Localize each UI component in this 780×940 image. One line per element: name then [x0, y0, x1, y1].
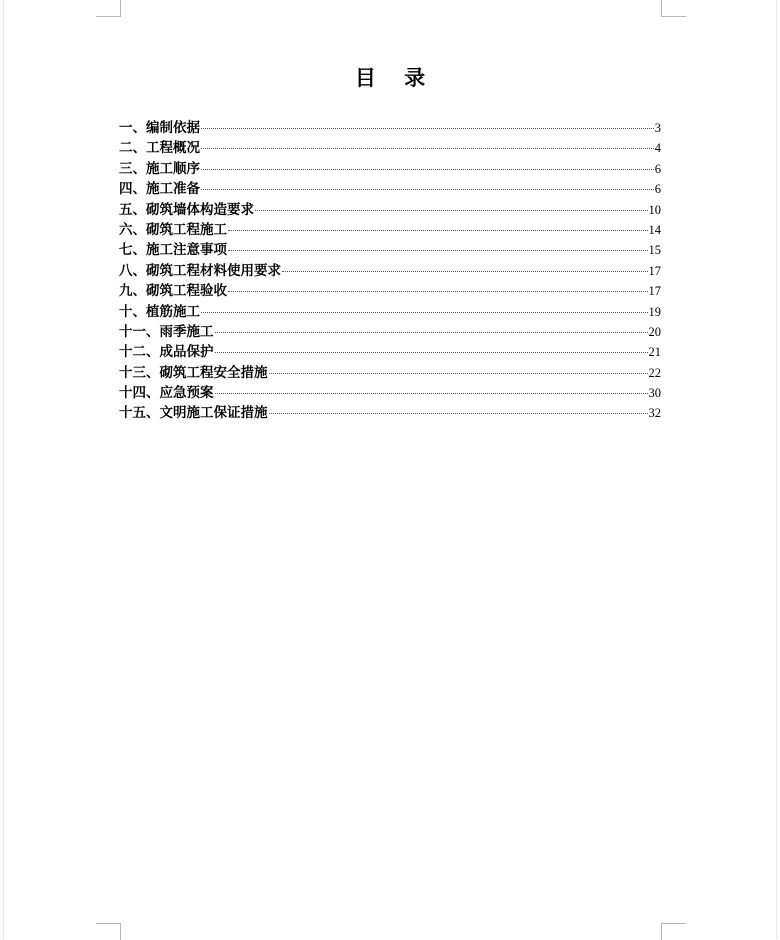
toc-entry-6[interactable] — [119, 220, 661, 240]
toc-dot-leader — [215, 331, 648, 333]
toc-page-number: 3 — [654, 121, 661, 135]
toc-page-number: 4 — [654, 141, 661, 156]
toc-page-number: 20 — [648, 324, 661, 339]
toc-entry-label: 一、编制依据 — [119, 120, 200, 136]
toc-entry-4[interactable] — [119, 179, 661, 199]
toc-entry-15[interactable] — [119, 403, 661, 423]
crop-mark-bottom-left — [96, 923, 121, 940]
toc-entry-label: 九、砌筑工程验收 — [119, 283, 227, 300]
table-of-contents — [119, 118, 661, 424]
toc-entry-12[interactable] — [119, 342, 661, 362]
toc-dot-leader — [228, 249, 648, 251]
toc-entry-label: 十二、成品保护 — [119, 344, 214, 361]
toc-dot-leader — [215, 351, 648, 353]
toc-page-number: 21 — [648, 345, 661, 360]
toc-entry-5[interactable] — [119, 200, 661, 220]
toc-dot-leader — [201, 188, 654, 190]
toc-dot-leader — [269, 412, 648, 414]
toc-page-number: 14 — [648, 222, 661, 237]
toc-entry-label: 三、施工顺序 — [119, 160, 200, 177]
toc-page-number: 32 — [648, 406, 661, 421]
toc-entry-label: 五、砌筑墙体构造要求 — [119, 201, 254, 218]
toc-entry-label: 六、砌筑工程施工 — [119, 221, 227, 238]
toc-entry-14[interactable] — [119, 383, 661, 403]
toc-dot-leader — [201, 127, 654, 129]
toc-dot-leader — [269, 372, 648, 374]
toc-entry-label: 十三、砌筑工程安全措施 — [119, 364, 268, 381]
toc-dot-leader — [228, 229, 648, 231]
page-edge — [3, 0, 4, 939]
toc-dot-leader — [255, 209, 648, 211]
toc-entry-10[interactable] — [119, 302, 661, 322]
toc-entry-3[interactable] — [119, 159, 661, 179]
toc-entry-label: 四、施工准备 — [119, 181, 200, 198]
toc-entry-label: 十五、文明施工保证措施 — [119, 405, 268, 422]
toc-page-number: 30 — [648, 386, 661, 401]
crop-mark-top-right — [661, 0, 686, 17]
toc-entry-2[interactable] — [119, 138, 661, 158]
toc-page-number: 6 — [654, 161, 661, 176]
toc-dot-leader — [201, 168, 654, 170]
toc-page-number: 19 — [648, 304, 661, 319]
toc-page-number: 15 — [648, 243, 661, 258]
toc-entry-label: 十一、雨季施工 — [119, 323, 214, 340]
toc-entry-label: 十四、应急预案 — [119, 385, 214, 402]
toc-entry-label: 十、植筋施工 — [119, 303, 200, 320]
toc-dot-leader — [215, 392, 648, 394]
toc-dot-leader — [228, 290, 648, 292]
toc-dot-leader — [282, 270, 648, 272]
toc-entry-label: 二、工程概况 — [119, 140, 200, 157]
toc-page-number: 17 — [648, 263, 661, 278]
toc-entry-8[interactable] — [119, 261, 661, 281]
toc-page-number: 17 — [648, 284, 661, 299]
toc-dot-leader — [201, 147, 654, 149]
toc-page-number: 22 — [648, 365, 661, 380]
crop-mark-bottom-right — [661, 923, 686, 940]
toc-page-number: 6 — [654, 182, 661, 197]
crop-mark-top-left — [96, 0, 121, 17]
toc-entry-label: 七、施工注意事项 — [119, 242, 227, 259]
toc-entry-13[interactable] — [119, 363, 661, 383]
toc-entry-label: 八、砌筑工程材料使用要求 — [119, 262, 281, 279]
toc-entry-7[interactable] — [119, 240, 661, 260]
toc-entry-9[interactable] — [119, 281, 661, 301]
toc-page-number: 10 — [648, 202, 661, 217]
toc-title: 目 录 — [354, 65, 426, 90]
toc-entry-1[interactable] — [119, 118, 661, 138]
toc-entry-11[interactable] — [119, 322, 661, 342]
page-edge — [776, 0, 777, 939]
toc-dot-leader — [201, 311, 648, 313]
